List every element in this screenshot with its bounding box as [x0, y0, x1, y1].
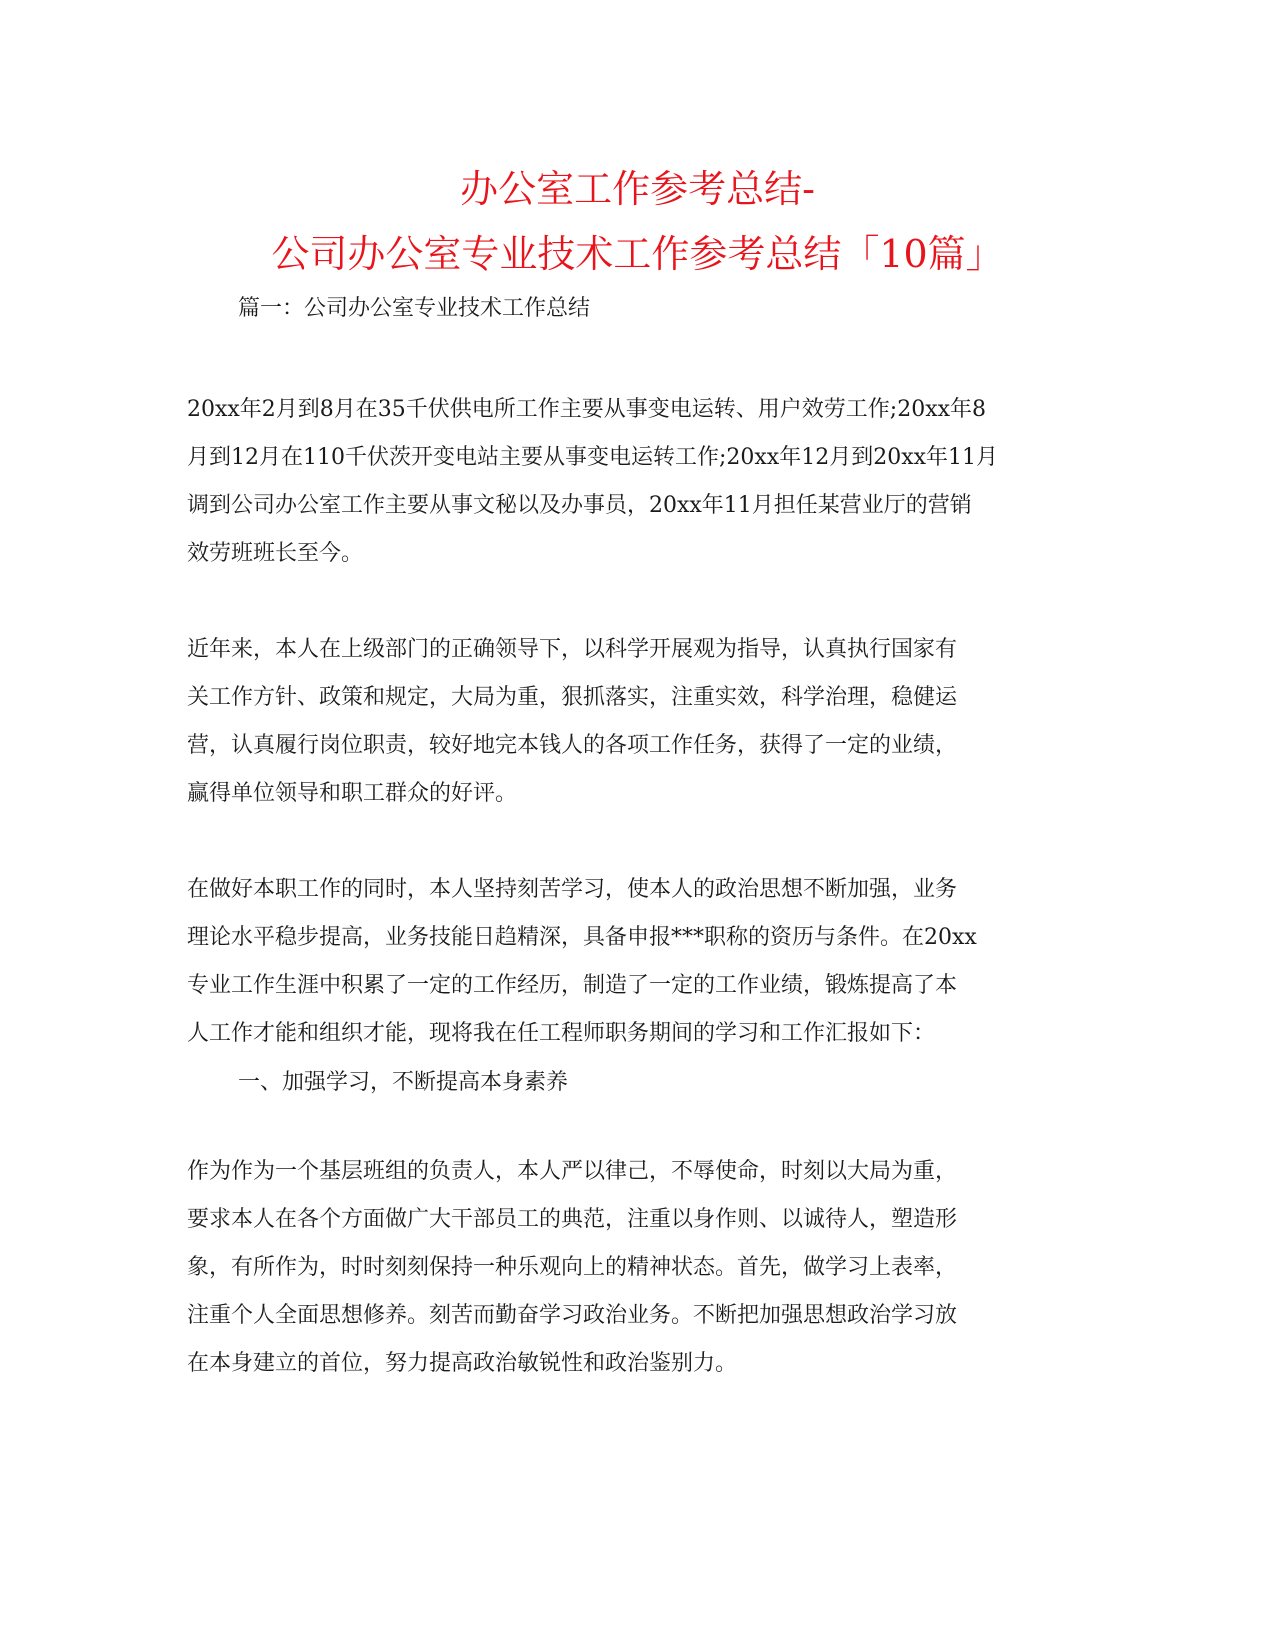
paragraph-1: [187, 386, 1087, 578]
paragraph-line: 关工作方针、政策和规定，大局为重，狠抓落实，注重实效，科学治理，稳健运: [187, 685, 958, 710]
paragraph-3: [187, 866, 1087, 1058]
paragraph-line: 效劳班班长至今。: [187, 541, 364, 566]
paragraph-line: 专业工作生涯中积累了一定的工作经历，制造了一定的工作业绩，锻炼提高了本: [187, 973, 958, 998]
paragraph-line: 营，认真履行岗位职责，较好地完本钱人的各项工作任务，获得了一定的业绩，: [187, 733, 958, 758]
paragraph-line: 20xx年2月到8月在35千伏供电所工作主要从事变电运转、用户效劳工作;20xx年8: [187, 397, 987, 422]
paragraph-4: [187, 1148, 1087, 1388]
document-title-line-1: 办公室工作参考总结-: [460, 167, 815, 211]
paragraph-line: 作为作为一个基层班组的负责人，本人严以律己，不辱使命，时刻以大局为重，: [187, 1159, 958, 1184]
paragraph-line: 月到12月在110千伏茨开变电站主要从事变电运转工作;20xx年12月到20xx年11月: [187, 445, 999, 470]
document-title-line-2: 公司办公室专业技术工作参考总结「10篇」: [271, 232, 1004, 276]
chapter-subheading: 篇一：公司办公室专业技术工作总结: [238, 296, 591, 321]
paragraph-line: 人工作才能和组织才能，现将我在任工程师职务期间的学习和工作汇报如下：: [187, 1021, 936, 1046]
section-heading: 一、加强学习，不断提高本身素养: [238, 1070, 569, 1095]
paragraph-line: 注重个人全面思想修养。刻苦而勤奋学习政治业务。不断把加强思想政治学习放: [187, 1303, 958, 1328]
paragraph-line: 近年来，本人在上级部门的正确领导下，以科学开展观为指导，认真执行国家有: [187, 637, 958, 662]
paragraph-line: 象，有所作为，时时刻刻保持一种乐观向上的精神状态。首先，做学习上表率，: [187, 1255, 958, 1280]
paragraph-line: 理论水平稳步提高，业务技能日趋精深，具备申报***职称的资历与条件。在20xx: [187, 925, 977, 950]
paragraph-line: 要求本人在各个方面做广大干部员工的典范，注重以身作则、以诚待人，塑造形: [187, 1207, 958, 1232]
paragraph-line: 在做好本职工作的同时，本人坚持刻苦学习，使本人的政治思想不断加强，业务: [187, 877, 958, 902]
paragraph-line: 赢得单位领导和职工群众的好评。: [187, 781, 518, 806]
paragraph-line: 调到公司办公室工作主要从事文秘以及办事员，20xx年11月担任某营业厅的营销: [187, 493, 972, 518]
paragraph-line: 在本身建立的首位，努力提高政治敏锐性和政治鉴别力。: [187, 1351, 738, 1376]
paragraph-2: [187, 626, 1087, 818]
